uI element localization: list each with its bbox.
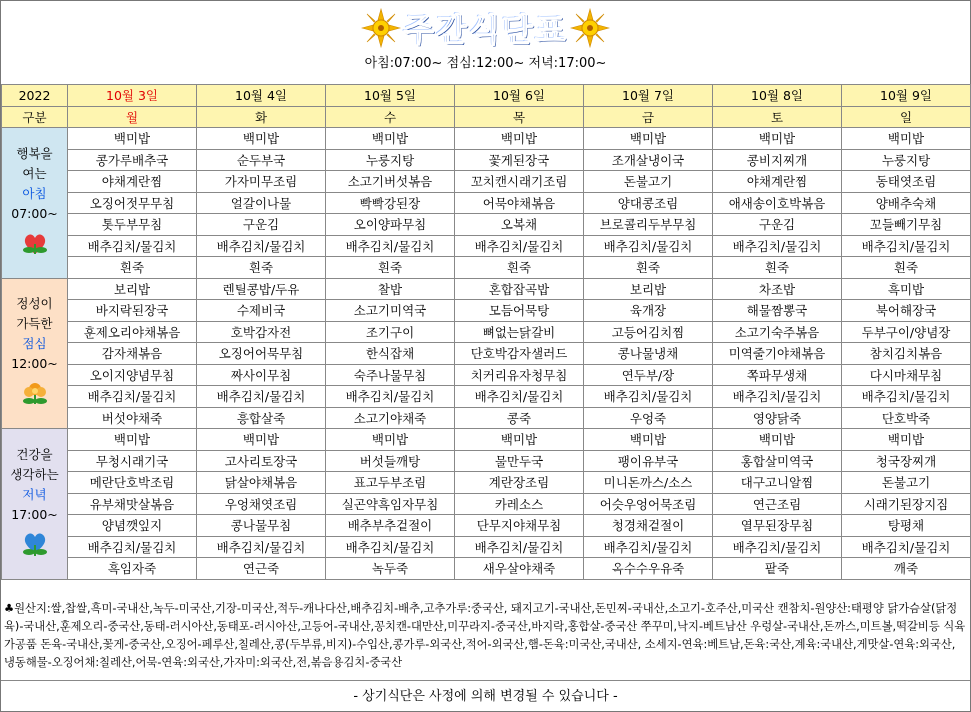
menu-item-cell: 배추김치/물김치 xyxy=(713,536,842,558)
menu-item-cell: 흰죽 xyxy=(68,257,197,279)
menu-item-cell: 오징어젓무무침 xyxy=(68,192,197,214)
menu-item-cell: 훈제오리야채볶음 xyxy=(68,321,197,343)
day-cell: 토 xyxy=(713,106,842,128)
menu-item-cell: 오이양파무침 xyxy=(326,214,455,236)
menu-row xyxy=(2,450,971,472)
menu-item-cell: 혼합잡곡밥 xyxy=(455,278,584,300)
menu-item-cell: 배추김치/물김치 xyxy=(584,235,713,257)
menu-item-cell: 차조밥 xyxy=(713,278,842,300)
menu-item-cell: 흑미밥 xyxy=(842,278,971,300)
menu-item-cell: 깨죽 xyxy=(842,558,971,580)
day-cell: 목 xyxy=(455,106,584,128)
menu-item-cell: 해물짬뽕국 xyxy=(713,300,842,322)
menu-item-cell: 감자채볶음 xyxy=(68,343,197,365)
menu-item-cell: 배추김치/물김치 xyxy=(842,235,971,257)
menu-item-cell: 배추김치/물김치 xyxy=(584,536,713,558)
menu-item-cell: 대구고니알찜 xyxy=(713,472,842,494)
origin-notes: ♣원산지:쌀,찹쌀,흑미-국내산,녹두-미국산,기장-미국산,적두-캐나다산,배추김치-배추,고추가루:중국산, 돼지고기-국내산,돈민찌-국내산,소고기-호주산,미국산 캔참치-원양산:태평양 닭가슴살(닭정육)-국내산,훈제오리-중국산,동태-러시아산,동태포-러시아산,고등어-국내산,꽁치캔-대만산,미꾸라지-중국산,바지락,홍합살-중국산 쭈꾸미,낙지-베트남산 우렁살-국내산,돈까스,미트볼,떡갈비등 식육가공품 돈육-국내산,꽃게-중국산,오징어-페루산,칠레산,콩(두부류,비지)-수입산,콩가루-외국산,적어-외국산,햄-돈육:미국산,국내산, 소세지-연육:베트남,돈육:국산,계육:국내산,게맛살-연육:외국산,냉동해물-오징어채:칠레산,어묵-연육:외국산,가자미:외국산,전,볶음용김치-중국산 xyxy=(4,602,966,669)
menu-row xyxy=(2,235,971,257)
menu-item-cell: 녹두죽 xyxy=(326,558,455,580)
menu-item-cell: 소고기미역국 xyxy=(326,300,455,322)
menu-item-cell: 계란장조림 xyxy=(455,472,584,494)
footer-note: - 상기식단은 사정에 의해 변경될 수 있습니다 - xyxy=(353,689,618,704)
menu-item-cell: 백미밥 xyxy=(197,429,326,451)
meal-slogan-line: 가득한 xyxy=(16,316,53,332)
menu-item-cell: 백미밥 xyxy=(713,429,842,451)
menu-item-cell: 콩나물무침 xyxy=(197,515,326,537)
menu-item-cell: 백미밥 xyxy=(584,128,713,150)
menu-item-cell: 양대콩조림 xyxy=(584,192,713,214)
menu-item-cell: 연두부/장 xyxy=(584,364,713,386)
menu-item-cell: 배추김치/물김치 xyxy=(584,386,713,408)
menu-item-cell: 배추김치/물김치 xyxy=(68,235,197,257)
menu-item-cell: 구운김 xyxy=(197,214,326,236)
menu-row xyxy=(2,171,971,193)
meal-slogan-line: 생각하는 xyxy=(10,466,59,482)
menu-item-cell: 영양닭죽 xyxy=(713,407,842,429)
menu-item-cell: 구운김 xyxy=(713,214,842,236)
menu-item-cell: 소고기버섯볶음 xyxy=(326,171,455,193)
menu-item-cell: 백미밥 xyxy=(842,128,971,150)
date-cell: 10월 7일 xyxy=(584,85,713,107)
menu-row xyxy=(2,278,971,300)
menu-item-cell: 백미밥 xyxy=(455,128,584,150)
menu-item-cell: 옥수수우유죽 xyxy=(584,558,713,580)
menu-item-cell: 오복채 xyxy=(455,214,584,236)
menu-item-cell: 북어해장국 xyxy=(842,300,971,322)
menu-item-cell: 흰죽 xyxy=(197,257,326,279)
menu-item-cell: 연근죽 xyxy=(197,558,326,580)
menu-item-cell: 백미밥 xyxy=(713,128,842,150)
menu-item-cell: 청국장찌개 xyxy=(842,450,971,472)
day-cell: 금 xyxy=(584,106,713,128)
date-cell: 10월 9일 xyxy=(842,85,971,107)
menu-item-cell: 청경채겉절이 xyxy=(584,515,713,537)
menu-row xyxy=(2,429,971,451)
lunch-label-cell xyxy=(2,278,68,429)
menu-item-cell: 야채계란찜 xyxy=(713,171,842,193)
date-row xyxy=(2,85,971,107)
menu-item-cell: 콩비지찌개 xyxy=(713,149,842,171)
menu-item-cell: 단무지야채무침 xyxy=(455,515,584,537)
menu-item-cell: 어슷우엉어묵조림 xyxy=(584,493,713,515)
menu-row xyxy=(2,558,971,580)
menu-item-cell: 배추김치/물김치 xyxy=(842,386,971,408)
menu-item-cell: 브로콜리두부무침 xyxy=(584,214,713,236)
menu-item-cell: 한식잡채 xyxy=(326,343,455,365)
menu-item-cell: 우엉죽 xyxy=(584,407,713,429)
menu-row xyxy=(2,364,971,386)
menu-row xyxy=(2,343,971,365)
menu-item-cell: 우엉채엿조림 xyxy=(197,493,326,515)
menu-item-cell: 렌틸콩밥/두유 xyxy=(197,278,326,300)
menu-item-cell: 양배추숙채 xyxy=(842,192,971,214)
menu-item-cell: 고등어김치찜 xyxy=(584,321,713,343)
menu-item-cell: 배추김치/물김치 xyxy=(197,536,326,558)
menu-item-cell: 미니돈까스/소스 xyxy=(584,472,713,494)
menu-item-cell: 소고기숙주볶음 xyxy=(713,321,842,343)
menu-item-cell: 가자미무조림 xyxy=(197,171,326,193)
menu-item-cell: 백미밥 xyxy=(455,429,584,451)
menu-row xyxy=(2,192,971,214)
menu-item-cell: 어묵야채볶음 xyxy=(455,192,584,214)
menu-item-cell: 배추김치/물김치 xyxy=(455,235,584,257)
menu-item-cell: 찰밥 xyxy=(326,278,455,300)
menu-item-cell: 오징어어묵무침 xyxy=(197,343,326,365)
menu-item-cell: 버섯들깨탕 xyxy=(326,450,455,472)
menu-item-cell: 쪽파무생채 xyxy=(713,364,842,386)
meal-name: 아침 xyxy=(22,185,47,201)
menu-item-cell: 버섯야채죽 xyxy=(68,407,197,429)
menu-item-cell: 보리밥 xyxy=(68,278,197,300)
menu-row xyxy=(2,536,971,558)
menu-item-cell: 다시마채무침 xyxy=(842,364,971,386)
menu-item-cell: 얼갈이나물 xyxy=(197,192,326,214)
menu-item-cell: 무청시래기국 xyxy=(68,450,197,472)
menu-item-cell: 콩나물냉채 xyxy=(584,343,713,365)
menu-item-cell: 오이지양념무침 xyxy=(68,364,197,386)
menu-item-cell: 흰죽 xyxy=(455,257,584,279)
meal-times: 아침:07:00~ 점심:12:00~ 저녁:17:00~ xyxy=(364,56,607,71)
menu-row xyxy=(2,472,971,494)
meal-name: 점심 xyxy=(22,336,47,352)
menu-item-cell: 동태엿조림 xyxy=(842,171,971,193)
meal-slogan-line: 행복을 xyxy=(16,145,53,161)
menu-row xyxy=(2,386,971,408)
menu-item-cell: 탕평채 xyxy=(842,515,971,537)
menu-item-cell: 열무된장무침 xyxy=(713,515,842,537)
meal-slogan-line: 여는 xyxy=(22,165,47,181)
menu-item-cell: 배추김치/물김치 xyxy=(326,536,455,558)
menu-item-cell: 단호박죽 xyxy=(842,407,971,429)
menu-item-cell: 백미밥 xyxy=(842,429,971,451)
menu-item-cell: 치커리유자청무침 xyxy=(455,364,584,386)
meal-name: 저녁 xyxy=(22,486,47,502)
menu-item-cell: 배추김치/물김치 xyxy=(713,235,842,257)
menu-item-cell: 뼈없는닭갈비 xyxy=(455,321,584,343)
menu-row xyxy=(2,257,971,279)
meal-time: 17:00~ xyxy=(11,506,58,522)
sun-icon xyxy=(570,8,610,48)
menu-item-cell: 짜사이무침 xyxy=(197,364,326,386)
menu-item-cell: 육개장 xyxy=(584,300,713,322)
menu-item-cell: 표고두부조림 xyxy=(326,472,455,494)
menu-item-cell: 백미밥 xyxy=(68,429,197,451)
menu-item-cell: 물만두국 xyxy=(455,450,584,472)
menu-item-cell: 단호박감자샐러드 xyxy=(455,343,584,365)
day-cell: 수 xyxy=(326,106,455,128)
menu-item-cell: 미역줄기야채볶음 xyxy=(713,343,842,365)
menu-item-cell: 배추김치/물김치 xyxy=(842,536,971,558)
menu-item-cell: 조기구이 xyxy=(326,321,455,343)
header xyxy=(0,0,971,84)
category-label: 구분 xyxy=(2,106,68,128)
menu-item-cell: 고사리토장국 xyxy=(197,450,326,472)
meal-time: 07:00~ xyxy=(11,205,58,221)
title-row xyxy=(0,6,971,50)
breakfast-label-cell xyxy=(2,128,68,279)
menu-item-cell: 양념깻잎지 xyxy=(68,515,197,537)
menu-item-cell: 흥합살죽 xyxy=(197,407,326,429)
menu-item-cell: 실곤약흑임자무침 xyxy=(326,493,455,515)
menu-row xyxy=(2,515,971,537)
menu-item-cell: 참치김치볶음 xyxy=(842,343,971,365)
divider xyxy=(1,680,970,681)
menu-item-cell: 팥죽 xyxy=(713,558,842,580)
meal-slogan-line: 건강을 xyxy=(16,446,53,462)
menu-item-cell: 닭살야채볶음 xyxy=(197,472,326,494)
menu-item-cell: 모듬어묵탕 xyxy=(455,300,584,322)
year-cell: 2022 xyxy=(2,85,68,107)
menu-item-cell: 배추김치/물김치 xyxy=(326,386,455,408)
dinner-label-cell xyxy=(2,429,68,580)
menu-item-cell: 소고기야채죽 xyxy=(326,407,455,429)
menu-row xyxy=(2,214,971,236)
menu-item-cell: 흰죽 xyxy=(842,257,971,279)
menu-item-cell: 꼬들빼기무침 xyxy=(842,214,971,236)
menu-item-cell: 흑임자죽 xyxy=(68,558,197,580)
meal-time: 12:00~ xyxy=(11,356,58,372)
menu-item-cell: 배추부추겉절이 xyxy=(326,515,455,537)
menu-item-cell: 호박감자전 xyxy=(197,321,326,343)
menu-item-cell: 백미밥 xyxy=(197,128,326,150)
date-cell: 10월 8일 xyxy=(713,85,842,107)
menu-table xyxy=(1,84,971,580)
menu-item-cell: 흰죽 xyxy=(584,257,713,279)
meal-slogan-line: 정성이 xyxy=(16,296,53,312)
menu-item-cell: 배추김치/물김치 xyxy=(326,235,455,257)
heart-flower-icon xyxy=(20,230,50,256)
menu-item-cell: 톳두부무침 xyxy=(68,214,197,236)
menu-item-cell: 꼬치캔시래기조림 xyxy=(455,171,584,193)
menu-row xyxy=(2,128,971,150)
day-cell: 월 xyxy=(68,106,197,128)
menu-item-cell: 배추김치/물김치 xyxy=(197,386,326,408)
menu-item-cell: 팽이유부국 xyxy=(584,450,713,472)
menu-item-cell: 배추김치/물김치 xyxy=(713,386,842,408)
blue-heart-flower-icon xyxy=(20,531,50,557)
menu-item-cell: 새우살야채죽 xyxy=(455,558,584,580)
date-cell: 10월 5일 xyxy=(326,85,455,107)
menu-row xyxy=(2,407,971,429)
sun-icon xyxy=(361,8,401,48)
menu-item-cell: 수제비국 xyxy=(197,300,326,322)
menu-item-cell: 누룽지탕 xyxy=(842,149,971,171)
day-row xyxy=(2,106,971,128)
date-cell: 10월 6일 xyxy=(455,85,584,107)
day-cell: 화 xyxy=(197,106,326,128)
menu-row xyxy=(2,300,971,322)
menu-row xyxy=(2,149,971,171)
menu-item-cell: 꽃게된장국 xyxy=(455,149,584,171)
menu-item-cell: 메란단호박조림 xyxy=(68,472,197,494)
menu-item-cell: 백미밥 xyxy=(326,128,455,150)
menu-item-cell: 카레소스 xyxy=(455,493,584,515)
menu-item-cell: 배추김치/물김치 xyxy=(68,536,197,558)
menu-item-cell: 돈불고기 xyxy=(842,472,971,494)
menu-item-cell: 유부채맛살볶음 xyxy=(68,493,197,515)
menu-item-cell: 돈불고기 xyxy=(584,171,713,193)
menu-item-cell: 빡빡강된장 xyxy=(326,192,455,214)
menu-item-cell: 백미밥 xyxy=(68,128,197,150)
menu-item-cell: 보리밥 xyxy=(584,278,713,300)
orange-flower-icon xyxy=(20,380,50,406)
menu-item-cell: 바지락된장국 xyxy=(68,300,197,322)
menu-item-cell: 배추김치/물김치 xyxy=(68,386,197,408)
menu-row xyxy=(2,321,971,343)
menu-item-cell: 배추김치/물김치 xyxy=(455,386,584,408)
menu-item-cell: 백미밥 xyxy=(326,429,455,451)
day-cell: 일 xyxy=(842,106,971,128)
menu-item-cell: 흰죽 xyxy=(713,257,842,279)
date-cell: 10월 3일 xyxy=(68,85,197,107)
menu-item-cell: 흰죽 xyxy=(326,257,455,279)
menu-item-cell: 콩죽 xyxy=(455,407,584,429)
menu-item-cell: 연근조림 xyxy=(713,493,842,515)
menu-item-cell: 조개살냉이국 xyxy=(584,149,713,171)
menu-item-cell: 숙주나물무침 xyxy=(326,364,455,386)
page-title: 주간식단표 xyxy=(403,11,568,49)
menu-item-cell: 콩가루배추국 xyxy=(68,149,197,171)
date-cell: 10월 4일 xyxy=(197,85,326,107)
menu-row xyxy=(2,493,971,515)
menu-item-cell: 배추김치/물김치 xyxy=(455,536,584,558)
menu-item-cell: 애새송이호박볶음 xyxy=(713,192,842,214)
menu-item-cell: 누룽지탕 xyxy=(326,149,455,171)
menu-item-cell: 두부구이/양념장 xyxy=(842,321,971,343)
menu-item-cell: 홍합살미역국 xyxy=(713,450,842,472)
menu-item-cell: 야채계란찜 xyxy=(68,171,197,193)
menu-item-cell: 시래기된장지짐 xyxy=(842,493,971,515)
menu-item-cell: 배추김치/물김치 xyxy=(197,235,326,257)
menu-item-cell: 순두부국 xyxy=(197,149,326,171)
menu-item-cell: 백미밥 xyxy=(584,429,713,451)
